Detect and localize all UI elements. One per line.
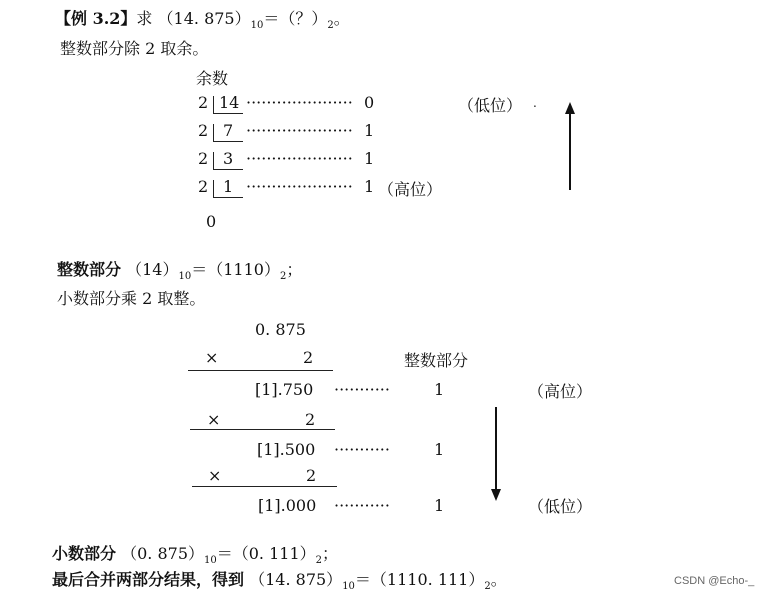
int-result-left: （14） — [126, 260, 179, 279]
conclusion-prefix: 最后合并两部分结果，得到 — [52, 570, 245, 589]
division-underline-2 — [213, 141, 243, 142]
start-value: 0. 875 — [255, 320, 306, 339]
division-bracket-3 — [213, 152, 214, 170]
digit-1: 1 — [434, 380, 445, 399]
multiplier-2: 2 — [305, 410, 316, 429]
conclusion-base2: 2 — [484, 581, 491, 592]
division-bracket-1 — [213, 96, 214, 114]
remainder-4: 1 — [364, 177, 375, 196]
int-result-base2: 2 — [279, 271, 287, 282]
mult-rule-2 — [190, 429, 335, 430]
frac-dotted-leader-1: ··········· — [334, 380, 390, 399]
frac-result-base2: 2 — [315, 555, 323, 566]
frac-dotted-leader-3: ··········· — [334, 496, 390, 515]
frac-result-prefix: 小数部分 — [52, 544, 117, 563]
down-arrow-icon — [486, 405, 506, 503]
dotted-leader-2: ····················· — [246, 121, 353, 140]
csdn-watermark: CSDN @Echo-_ — [674, 575, 755, 587]
int-intro: 整数部分除 2 取余。 — [60, 39, 209, 58]
example-tag: 【例 3.2】 — [55, 9, 137, 28]
problem-expr-left: （14. 875） — [157, 9, 251, 28]
quotient-1: 14 — [219, 93, 240, 112]
times-sign-3: × — [208, 466, 222, 485]
dotted-leader-1: ····················· — [246, 93, 353, 112]
divisor-3: 2 — [198, 149, 209, 168]
example-header — [55, 6, 350, 29]
mult-rule-1 — [188, 370, 333, 371]
dotted-leader-4: ····················· — [246, 177, 353, 196]
int-result-end: ； — [286, 260, 303, 279]
int-result — [57, 257, 302, 280]
division-underline-3 — [213, 169, 243, 170]
multiplier-1: 2 — [303, 348, 314, 367]
frac-dotted-leader-2: ··········· — [334, 440, 390, 459]
frac-result-left: （0. 875） — [121, 544, 205, 563]
conclusion-left: （14. 875） — [249, 570, 343, 589]
frac-intro: 小数部分乘 2 取整。 — [57, 289, 206, 308]
remainder-2: 1 — [364, 121, 375, 140]
mult-rule-3 — [192, 486, 337, 487]
product-1: [1].750 — [255, 380, 314, 399]
int-high-label: （高位） — [378, 180, 443, 199]
frac-result-mid: ＝（0. 111） — [216, 544, 316, 563]
int-low-label: （低位） — [458, 96, 523, 115]
int-part-label: 整数部分 — [404, 351, 469, 370]
times-sign-2: × — [207, 410, 221, 429]
remainder-label: 余数 — [196, 69, 229, 88]
stray-dot: . — [533, 96, 537, 110]
up-arrow-icon — [560, 100, 580, 192]
division-bracket-2 — [213, 124, 214, 142]
conclusion-mid: ＝（1110. 111） — [354, 570, 485, 589]
digit-3: 1 — [434, 496, 445, 515]
quotient-3: 3 — [223, 149, 234, 168]
base2-sub: 2 — [327, 20, 334, 31]
final-quotient: 0 — [206, 212, 217, 231]
problem-prefix: 求 — [136, 9, 153, 28]
product-2: [1].500 — [257, 440, 316, 459]
divisor-2: 2 — [198, 121, 209, 140]
int-result-base10: 10 — [178, 271, 192, 282]
conclusion — [52, 567, 507, 590]
digit-2: 1 — [434, 440, 445, 459]
frac-high-label: （高位） — [528, 382, 593, 401]
division-underline-1 — [213, 113, 243, 114]
quotient-4: 1 — [223, 177, 234, 196]
division-bracket-4 — [213, 180, 214, 198]
conclusion-base10: 10 — [342, 581, 355, 592]
problem-end: 。 — [333, 9, 350, 28]
frac-result-base10: 10 — [204, 555, 217, 566]
product-3: [1].000 — [258, 496, 317, 515]
remainder-1: 0 — [364, 93, 375, 112]
frac-result-end: ； — [322, 544, 339, 563]
frac-low-label: （低位） — [528, 497, 593, 516]
divisor-1: 2 — [198, 93, 209, 112]
int-result-prefix: 整数部分 — [57, 260, 122, 279]
times-sign-1: × — [205, 348, 219, 367]
dotted-leader-3: ····················· — [246, 149, 353, 168]
remainder-3: 1 — [364, 149, 375, 168]
frac-result — [52, 541, 338, 564]
problem-eq: ＝（？） — [263, 9, 328, 28]
quotient-2: 7 — [223, 121, 234, 140]
conclusion-end: 。 — [490, 570, 507, 589]
division-underline-4 — [213, 197, 243, 198]
int-result-mid: ＝（1110） — [191, 260, 280, 279]
base10-sub: 10 — [250, 20, 264, 31]
divisor-4: 2 — [198, 177, 209, 196]
multiplier-3: 2 — [306, 466, 317, 485]
